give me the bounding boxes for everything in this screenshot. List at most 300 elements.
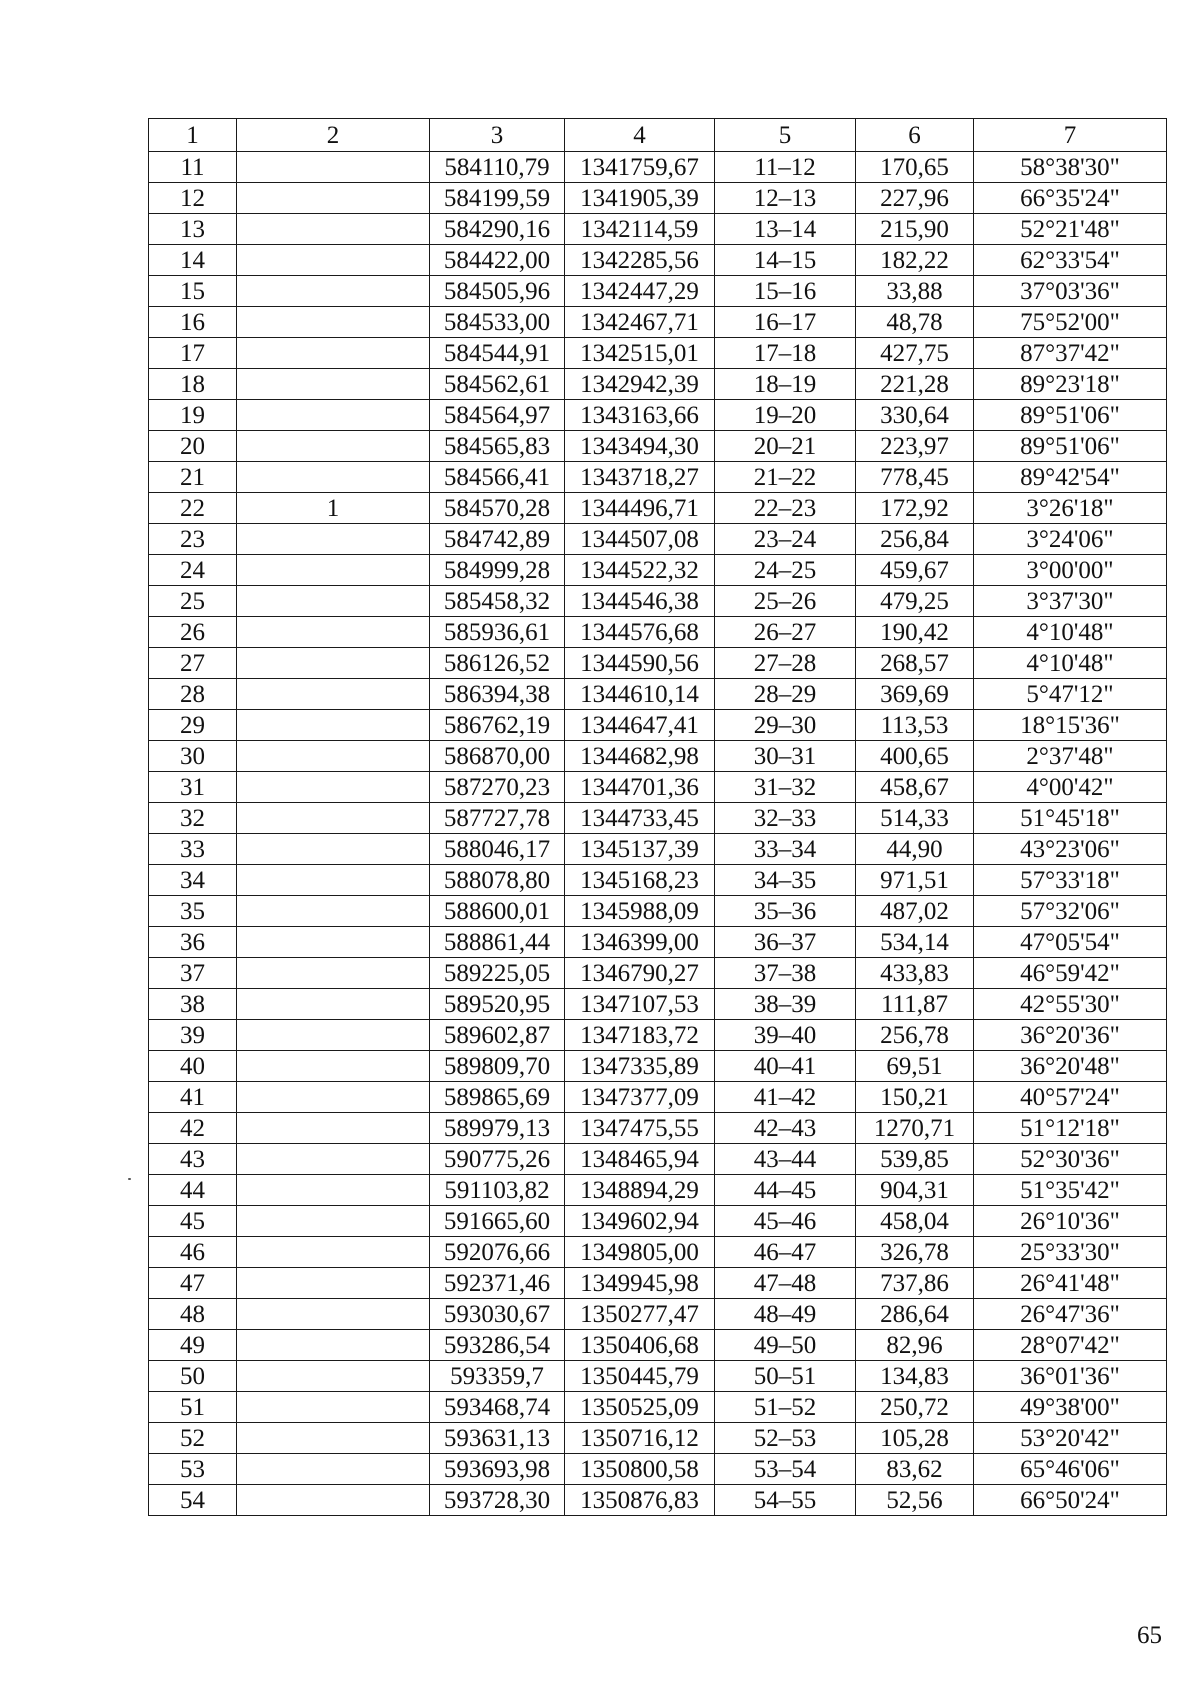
- length-cell: 539,85: [856, 1144, 974, 1175]
- marker-cell: [237, 1144, 430, 1175]
- point-number-cell: 24: [149, 555, 237, 586]
- angle-cell: 4°10'48": [974, 648, 1167, 679]
- angle-cell: 53°20'42": [974, 1423, 1167, 1454]
- point-number-cell: 45: [149, 1206, 237, 1237]
- angle-cell: 26°10'36": [974, 1206, 1167, 1237]
- segment-cell: 38–39: [715, 989, 856, 1020]
- marker-cell: [237, 1330, 430, 1361]
- y-coordinate-cell: 1349805,00: [565, 1237, 715, 1268]
- segment-cell: 40–41: [715, 1051, 856, 1082]
- point-number-cell: 52: [149, 1423, 237, 1454]
- table-row: [149, 1454, 1167, 1485]
- angle-cell: 89°51'06": [974, 400, 1167, 431]
- table-row: [149, 214, 1167, 245]
- marker-cell: 1: [237, 493, 430, 524]
- y-coordinate-cell: 1347377,09: [565, 1082, 715, 1113]
- point-number-cell: 53: [149, 1454, 237, 1485]
- x-coordinate-cell: 584290,16: [430, 214, 565, 245]
- x-coordinate-cell: 589602,87: [430, 1020, 565, 1051]
- point-number-cell: 42: [149, 1113, 237, 1144]
- angle-cell: 52°21'48": [974, 214, 1167, 245]
- table-row: [149, 524, 1167, 555]
- angle-cell: 42°55'30": [974, 989, 1167, 1020]
- table-row: [149, 741, 1167, 772]
- point-number-cell: 22: [149, 493, 237, 524]
- x-coordinate-cell: 593030,67: [430, 1299, 565, 1330]
- x-coordinate-cell: 586126,52: [430, 648, 565, 679]
- point-number-cell: 23: [149, 524, 237, 555]
- length-cell: 111,87: [856, 989, 974, 1020]
- length-cell: 82,96: [856, 1330, 974, 1361]
- point-number-cell: 47: [149, 1268, 237, 1299]
- angle-cell: 87°37'42": [974, 338, 1167, 369]
- marker-cell: [237, 462, 430, 493]
- table-row: [149, 1206, 1167, 1237]
- table-row: [149, 1423, 1167, 1454]
- segment-cell: 14–15: [715, 245, 856, 276]
- y-coordinate-cell: 1341905,39: [565, 183, 715, 214]
- table-row: [149, 276, 1167, 307]
- x-coordinate-cell: 593468,74: [430, 1392, 565, 1423]
- point-number-cell: 46: [149, 1237, 237, 1268]
- x-coordinate-cell: 584199,59: [430, 183, 565, 214]
- y-coordinate-cell: 1344647,41: [565, 710, 715, 741]
- y-coordinate-cell: 1350277,47: [565, 1299, 715, 1330]
- table-row: [149, 586, 1167, 617]
- y-coordinate-cell: 1350445,79: [565, 1361, 715, 1392]
- length-cell: 256,84: [856, 524, 974, 555]
- segment-cell: 48–49: [715, 1299, 856, 1330]
- x-coordinate-cell: 588078,80: [430, 865, 565, 896]
- x-coordinate-cell: 584533,00: [430, 307, 565, 338]
- table-row: [149, 865, 1167, 896]
- y-coordinate-cell: 1347183,72: [565, 1020, 715, 1051]
- point-number-cell: 49: [149, 1330, 237, 1361]
- length-cell: 514,33: [856, 803, 974, 834]
- angle-cell: 66°35'24": [974, 183, 1167, 214]
- length-cell: 971,51: [856, 865, 974, 896]
- scan-speck: [128, 1178, 131, 1180]
- marker-cell: [237, 431, 430, 462]
- marker-cell: [237, 927, 430, 958]
- y-coordinate-cell: 1344507,08: [565, 524, 715, 555]
- segment-cell: 27–28: [715, 648, 856, 679]
- x-coordinate-cell: 586394,38: [430, 679, 565, 710]
- table-body: [149, 119, 1167, 1516]
- angle-cell: 4°10'48": [974, 617, 1167, 648]
- angle-cell: 58°38'30": [974, 152, 1167, 183]
- angle-cell: 25°33'30": [974, 1237, 1167, 1268]
- marker-cell: [237, 648, 430, 679]
- marker-cell: [237, 152, 430, 183]
- length-cell: 904,31: [856, 1175, 974, 1206]
- length-cell: 250,72: [856, 1392, 974, 1423]
- x-coordinate-cell: 588046,17: [430, 834, 565, 865]
- marker-cell: [237, 1268, 430, 1299]
- x-coordinate-cell: 591665,60: [430, 1206, 565, 1237]
- length-cell: 487,02: [856, 896, 974, 927]
- point-number-cell: 31: [149, 772, 237, 803]
- marker-cell: [237, 803, 430, 834]
- point-number-cell: 32: [149, 803, 237, 834]
- x-coordinate-cell: 589865,69: [430, 1082, 565, 1113]
- y-coordinate-cell: 1347475,55: [565, 1113, 715, 1144]
- angle-cell: 89°51'06": [974, 431, 1167, 462]
- segment-cell: 11–12: [715, 152, 856, 183]
- table-row: [149, 307, 1167, 338]
- marker-cell: [237, 865, 430, 896]
- length-cell: 534,14: [856, 927, 974, 958]
- marker-cell: [237, 214, 430, 245]
- length-cell: 458,67: [856, 772, 974, 803]
- y-coordinate-cell: 1345988,09: [565, 896, 715, 927]
- segment-cell: 39–40: [715, 1020, 856, 1051]
- table-row: [149, 1113, 1167, 1144]
- x-coordinate-cell: 586762,19: [430, 710, 565, 741]
- segment-cell: 29–30: [715, 710, 856, 741]
- length-cell: 227,96: [856, 183, 974, 214]
- x-coordinate-cell: 592076,66: [430, 1237, 565, 1268]
- y-coordinate-cell: 1342285,56: [565, 245, 715, 276]
- length-cell: 737,86: [856, 1268, 974, 1299]
- segment-cell: 19–20: [715, 400, 856, 431]
- column-number-header: 2: [237, 119, 430, 152]
- point-number-cell: 20: [149, 431, 237, 462]
- point-number-cell: 13: [149, 214, 237, 245]
- marker-cell: [237, 183, 430, 214]
- segment-cell: 32–33: [715, 803, 856, 834]
- marker-cell: [237, 1206, 430, 1237]
- point-number-cell: 27: [149, 648, 237, 679]
- marker-cell: [237, 741, 430, 772]
- angle-cell: 51°35'42": [974, 1175, 1167, 1206]
- angle-cell: 36°20'48": [974, 1051, 1167, 1082]
- x-coordinate-cell: 590775,26: [430, 1144, 565, 1175]
- length-cell: 1270,71: [856, 1113, 974, 1144]
- angle-cell: 89°23'18": [974, 369, 1167, 400]
- length-cell: 778,45: [856, 462, 974, 493]
- segment-cell: 46–47: [715, 1237, 856, 1268]
- angle-cell: 46°59'42": [974, 958, 1167, 989]
- x-coordinate-cell: 584742,89: [430, 524, 565, 555]
- marker-cell: [237, 1392, 430, 1423]
- x-coordinate-cell: 584422,00: [430, 245, 565, 276]
- length-cell: 326,78: [856, 1237, 974, 1268]
- x-coordinate-cell: 593693,98: [430, 1454, 565, 1485]
- y-coordinate-cell: 1347335,89: [565, 1051, 715, 1082]
- length-cell: 52,56: [856, 1485, 974, 1516]
- length-cell: 69,51: [856, 1051, 974, 1082]
- y-coordinate-cell: 1350525,09: [565, 1392, 715, 1423]
- marker-cell: [237, 1485, 430, 1516]
- point-number-cell: 18: [149, 369, 237, 400]
- point-number-cell: 26: [149, 617, 237, 648]
- column-number-header: 5: [715, 119, 856, 152]
- marker-cell: [237, 1423, 430, 1454]
- length-cell: 105,28: [856, 1423, 974, 1454]
- segment-cell: 54–55: [715, 1485, 856, 1516]
- angle-cell: 47°05'54": [974, 927, 1167, 958]
- length-cell: 330,64: [856, 400, 974, 431]
- point-number-cell: 48: [149, 1299, 237, 1330]
- y-coordinate-cell: 1342114,59: [565, 214, 715, 245]
- point-number-cell: 40: [149, 1051, 237, 1082]
- segment-cell: 35–36: [715, 896, 856, 927]
- point-number-cell: 33: [149, 834, 237, 865]
- angle-cell: 5°47'12": [974, 679, 1167, 710]
- length-cell: 256,78: [856, 1020, 974, 1051]
- segment-cell: 45–46: [715, 1206, 856, 1237]
- table-row: [149, 648, 1167, 679]
- length-cell: 427,75: [856, 338, 974, 369]
- y-coordinate-cell: 1343163,66: [565, 400, 715, 431]
- table-row: [149, 1268, 1167, 1299]
- point-number-cell: 54: [149, 1485, 237, 1516]
- table-row: [149, 369, 1167, 400]
- segment-cell: 51–52: [715, 1392, 856, 1423]
- x-coordinate-cell: 589809,70: [430, 1051, 565, 1082]
- y-coordinate-cell: 1346790,27: [565, 958, 715, 989]
- table-row: [149, 1175, 1167, 1206]
- y-coordinate-cell: 1344496,71: [565, 493, 715, 524]
- table-row: [149, 183, 1167, 214]
- marker-cell: [237, 307, 430, 338]
- marker-cell: [237, 1299, 430, 1330]
- segment-cell: 30–31: [715, 741, 856, 772]
- angle-cell: 66°50'24": [974, 1485, 1167, 1516]
- point-number-cell: 17: [149, 338, 237, 369]
- table-row: [149, 400, 1167, 431]
- length-cell: 221,28: [856, 369, 974, 400]
- marker-cell: [237, 338, 430, 369]
- y-coordinate-cell: 1350716,12: [565, 1423, 715, 1454]
- marker-cell: [237, 245, 430, 276]
- point-number-cell: 38: [149, 989, 237, 1020]
- marker-cell: [237, 400, 430, 431]
- x-coordinate-cell: 591103,82: [430, 1175, 565, 1206]
- length-cell: 459,67: [856, 555, 974, 586]
- y-coordinate-cell: 1342942,39: [565, 369, 715, 400]
- column-number-header: 4: [565, 119, 715, 152]
- marker-cell: [237, 834, 430, 865]
- segment-cell: 53–54: [715, 1454, 856, 1485]
- segment-cell: 37–38: [715, 958, 856, 989]
- segment-cell: 43–44: [715, 1144, 856, 1175]
- length-cell: 433,83: [856, 958, 974, 989]
- table-row: [149, 679, 1167, 710]
- length-cell: 400,65: [856, 741, 974, 772]
- marker-cell: [237, 276, 430, 307]
- point-number-cell: 14: [149, 245, 237, 276]
- marker-cell: [237, 1020, 430, 1051]
- table-row: [149, 1392, 1167, 1423]
- x-coordinate-cell: 593359,7: [430, 1361, 565, 1392]
- length-cell: 479,25: [856, 586, 974, 617]
- y-coordinate-cell: 1344546,38: [565, 586, 715, 617]
- segment-cell: 28–29: [715, 679, 856, 710]
- table-row: [149, 927, 1167, 958]
- table-row: [149, 803, 1167, 834]
- angle-cell: 3°24'06": [974, 524, 1167, 555]
- angle-cell: 43°23'06": [974, 834, 1167, 865]
- angle-cell: 26°47'36": [974, 1299, 1167, 1330]
- length-cell: 223,97: [856, 431, 974, 462]
- angle-cell: 28°07'42": [974, 1330, 1167, 1361]
- point-number-cell: 41: [149, 1082, 237, 1113]
- angle-cell: 36°01'36": [974, 1361, 1167, 1392]
- y-coordinate-cell: 1346399,00: [565, 927, 715, 958]
- x-coordinate-cell: 585936,61: [430, 617, 565, 648]
- x-coordinate-cell: 589225,05: [430, 958, 565, 989]
- angle-cell: 36°20'36": [974, 1020, 1167, 1051]
- y-coordinate-cell: 1348894,29: [565, 1175, 715, 1206]
- table-row: [149, 834, 1167, 865]
- y-coordinate-cell: 1345137,39: [565, 834, 715, 865]
- length-cell: 286,64: [856, 1299, 974, 1330]
- table-row: [149, 1082, 1167, 1113]
- coordinates-table: [148, 118, 1167, 1516]
- column-number-header: 7: [974, 119, 1167, 152]
- point-number-cell: 37: [149, 958, 237, 989]
- y-coordinate-cell: 1350800,58: [565, 1454, 715, 1485]
- segment-cell: 47–48: [715, 1268, 856, 1299]
- segment-cell: 22–23: [715, 493, 856, 524]
- marker-cell: [237, 710, 430, 741]
- point-number-cell: 34: [149, 865, 237, 896]
- y-coordinate-cell: 1344701,36: [565, 772, 715, 803]
- point-number-cell: 25: [149, 586, 237, 617]
- angle-cell: 51°45'18": [974, 803, 1167, 834]
- y-coordinate-cell: 1345168,23: [565, 865, 715, 896]
- point-number-cell: 28: [149, 679, 237, 710]
- segment-cell: 12–13: [715, 183, 856, 214]
- marker-cell: [237, 586, 430, 617]
- x-coordinate-cell: 584544,91: [430, 338, 565, 369]
- x-coordinate-cell: 584999,28: [430, 555, 565, 586]
- length-cell: 182,22: [856, 245, 974, 276]
- segment-cell: 23–24: [715, 524, 856, 555]
- marker-cell: [237, 896, 430, 927]
- segment-cell: 24–25: [715, 555, 856, 586]
- point-number-cell: 12: [149, 183, 237, 214]
- x-coordinate-cell: 589979,13: [430, 1113, 565, 1144]
- length-cell: 48,78: [856, 307, 974, 338]
- x-coordinate-cell: 588861,44: [430, 927, 565, 958]
- table-row: [149, 338, 1167, 369]
- angle-cell: 4°00'42": [974, 772, 1167, 803]
- point-number-cell: 21: [149, 462, 237, 493]
- point-number-cell: 19: [149, 400, 237, 431]
- table-row: [149, 245, 1167, 276]
- marker-cell: [237, 1113, 430, 1144]
- segment-cell: 49–50: [715, 1330, 856, 1361]
- y-coordinate-cell: 1344733,45: [565, 803, 715, 834]
- angle-cell: 65°46'06": [974, 1454, 1167, 1485]
- point-number-cell: 50: [149, 1361, 237, 1392]
- angle-cell: 52°30'36": [974, 1144, 1167, 1175]
- length-cell: 215,90: [856, 214, 974, 245]
- y-coordinate-cell: 1344682,98: [565, 741, 715, 772]
- table-row: [149, 896, 1167, 927]
- length-cell: 268,57: [856, 648, 974, 679]
- marker-cell: [237, 1237, 430, 1268]
- segment-cell: 41–42: [715, 1082, 856, 1113]
- x-coordinate-cell: 584570,28: [430, 493, 565, 524]
- segment-cell: 42–43: [715, 1113, 856, 1144]
- column-number-header: 6: [856, 119, 974, 152]
- segment-cell: 17–18: [715, 338, 856, 369]
- marker-cell: [237, 1082, 430, 1113]
- x-coordinate-cell: 586870,00: [430, 741, 565, 772]
- length-cell: 134,83: [856, 1361, 974, 1392]
- x-coordinate-cell: 593631,13: [430, 1423, 565, 1454]
- x-coordinate-cell: 593728,30: [430, 1485, 565, 1516]
- column-number-header: 3: [430, 119, 565, 152]
- point-number-cell: 29: [149, 710, 237, 741]
- angle-cell: 57°32'06": [974, 896, 1167, 927]
- y-coordinate-cell: 1344590,56: [565, 648, 715, 679]
- marker-cell: [237, 1175, 430, 1206]
- y-coordinate-cell: 1349945,98: [565, 1268, 715, 1299]
- x-coordinate-cell: 584565,83: [430, 431, 565, 462]
- point-number-cell: 44: [149, 1175, 237, 1206]
- y-coordinate-cell: 1344522,32: [565, 555, 715, 586]
- y-coordinate-cell: 1349602,94: [565, 1206, 715, 1237]
- table-row: [149, 1020, 1167, 1051]
- table-header-row: [149, 119, 1167, 152]
- angle-cell: 89°42'54": [974, 462, 1167, 493]
- x-coordinate-cell: 584566,41: [430, 462, 565, 493]
- point-number-cell: 36: [149, 927, 237, 958]
- segment-cell: 33–34: [715, 834, 856, 865]
- x-coordinate-cell: 584505,96: [430, 276, 565, 307]
- y-coordinate-cell: 1342467,71: [565, 307, 715, 338]
- segment-cell: 25–26: [715, 586, 856, 617]
- x-coordinate-cell: 589520,95: [430, 989, 565, 1020]
- segment-cell: 20–21: [715, 431, 856, 462]
- segment-cell: 36–37: [715, 927, 856, 958]
- marker-cell: [237, 679, 430, 710]
- x-coordinate-cell: 592371,46: [430, 1268, 565, 1299]
- y-coordinate-cell: 1342515,01: [565, 338, 715, 369]
- segment-cell: 18–19: [715, 369, 856, 400]
- length-cell: 172,92: [856, 493, 974, 524]
- table-row: [149, 1330, 1167, 1361]
- segment-cell: 16–17: [715, 307, 856, 338]
- table-row: [149, 1051, 1167, 1082]
- marker-cell: [237, 1051, 430, 1082]
- length-cell: 44,90: [856, 834, 974, 865]
- point-number-cell: 51: [149, 1392, 237, 1423]
- point-number-cell: 30: [149, 741, 237, 772]
- length-cell: 83,62: [856, 1454, 974, 1485]
- angle-cell: 75°52'00": [974, 307, 1167, 338]
- angle-cell: 3°00'00": [974, 555, 1167, 586]
- y-coordinate-cell: 1344610,14: [565, 679, 715, 710]
- angle-cell: 62°33'54": [974, 245, 1167, 276]
- table-row: [149, 1299, 1167, 1330]
- y-coordinate-cell: 1347107,53: [565, 989, 715, 1020]
- column-number-header: 1: [149, 119, 237, 152]
- angle-cell: 37°03'36": [974, 276, 1167, 307]
- angle-cell: 51°12'18": [974, 1113, 1167, 1144]
- point-number-cell: 43: [149, 1144, 237, 1175]
- x-coordinate-cell: 587270,23: [430, 772, 565, 803]
- y-coordinate-cell: 1350406,68: [565, 1330, 715, 1361]
- point-number-cell: 35: [149, 896, 237, 927]
- segment-cell: 26–27: [715, 617, 856, 648]
- marker-cell: [237, 369, 430, 400]
